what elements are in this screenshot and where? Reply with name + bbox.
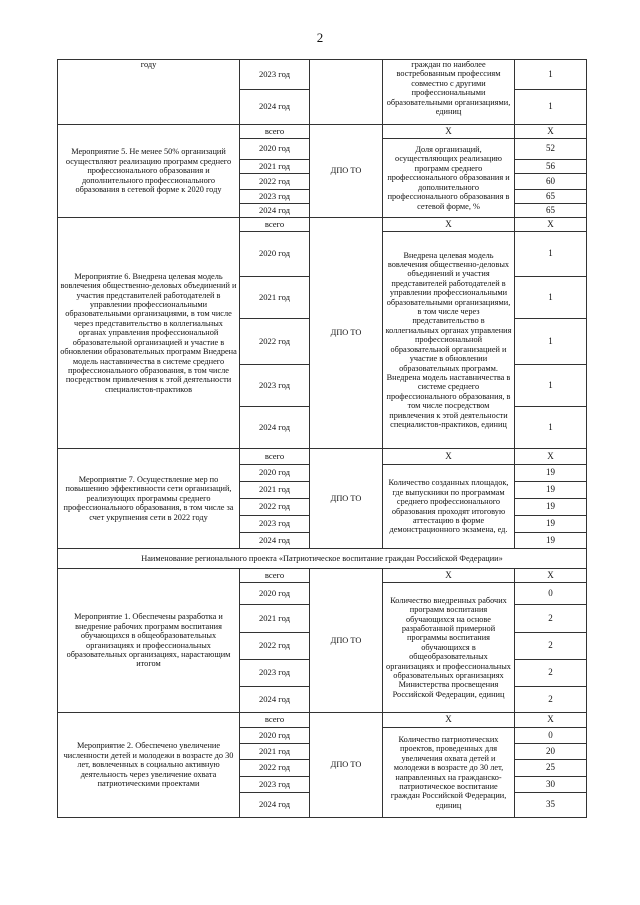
value-cell: 30	[515, 777, 587, 793]
indicator-header-cell: X	[383, 449, 515, 465]
value-cell: 65	[515, 190, 587, 204]
value-cell: 1	[515, 277, 587, 319]
value-cell: 1	[515, 90, 587, 125]
year-cell: всего	[240, 218, 310, 232]
year-cell: 2023 год	[240, 365, 310, 407]
year-cell: 2022 год	[240, 174, 310, 190]
activity-cell: Мероприятие 5. Не менее 50% организаций осуществляют реализацию программ среднего профессионального образования и дополнительного профессионального образования в сетевой форме к 2020 году	[58, 125, 240, 218]
year-cell: 2023 год	[240, 190, 310, 204]
executor-cell	[310, 60, 383, 125]
year-cell: 2024 год	[240, 793, 310, 818]
indicator-cell: Количество созданных площадок, где выпускники по программам среднего профессионального образования проходят итоговую аттестацию в форме демонстрационного экзамена, ед.	[383, 465, 515, 549]
year-cell: 2024 год	[240, 407, 310, 449]
year-cell: 2022 год	[240, 633, 310, 660]
year-cell: 2021 год	[240, 277, 310, 319]
year-cell: 2020 год	[240, 728, 310, 744]
table-row	[58, 125, 587, 139]
table-row	[58, 218, 587, 232]
activity-cell: году	[58, 60, 240, 125]
activity-cell: Мероприятие 7. Осуществление мер по повышению эффективности сети организаций, реализующих программы среднего профессионального образования, в том числе за счет укрупнения сети в 2022 году	[58, 449, 240, 549]
year-cell: 2024 год	[240, 533, 310, 549]
value-cell: 19	[515, 482, 587, 499]
indicator-header-cell: X	[383, 125, 515, 139]
value-cell: 25	[515, 760, 587, 777]
activities-table	[57, 59, 587, 818]
year-cell: 2021 год	[240, 482, 310, 499]
value-cell: 1	[515, 365, 587, 407]
value-cell: 1	[515, 232, 587, 277]
executor-cell: ДПО ТО	[310, 218, 383, 449]
page-number: 2	[316, 30, 324, 45]
year-cell: 2021 год	[240, 605, 310, 633]
indicator-header-cell: X	[383, 569, 515, 583]
activity-cell: Мероприятие 6. Внедрена целевая модель вовлечения общественно-деловых объединений и участия представителей работодателей в управлении профессиональными образовательными организациями, в том числе через представительство в коллегиальных органах управления профессиональной образовательной организацией и участие в обновлении образовательных программ Внедрена модель наставничества в системе среднего профессионального образования, в том числе посредством привлечения к этой деятельности специалистов-практиков	[58, 218, 240, 449]
value-cell: 52	[515, 139, 587, 160]
value-cell: X	[515, 218, 587, 232]
year-cell: 2022 год	[240, 760, 310, 777]
year-cell: всего	[240, 713, 310, 728]
executor-cell: ДПО ТО	[310, 125, 383, 218]
year-cell: 2022 год	[240, 319, 310, 365]
activity-cell: Мероприятие 2. Обеспечено увеличение численности детей и молодежи в возрасте до 30 лет, вовлеченных в социально активную деятельность через увеличение охвата патриотическими проектами	[58, 713, 240, 818]
year-cell: 2021 год	[240, 160, 310, 174]
value-cell: 19	[515, 533, 587, 549]
indicator-header-cell: X	[383, 713, 515, 728]
year-cell: всего	[240, 449, 310, 465]
value-cell: X	[515, 713, 587, 728]
value-cell: 0	[515, 583, 587, 605]
year-cell: 2020 год	[240, 465, 310, 482]
value-cell: X	[515, 449, 587, 465]
indicator-cell: Количество внедренных рабочих программ воспитания обучающихся на основе разработанной примерной программы воспитания обучающихся в общеобразовательных организациях и профессиональных образовательных организациях Министерства просвещения Российской Федерации, единиц	[383, 583, 515, 713]
value-cell: 0	[515, 728, 587, 744]
executor-cell: ДПО ТО	[310, 569, 383, 713]
value-cell: X	[515, 569, 587, 583]
indicator-cell: Доля организаций, осуществляющих реализацию программ среднего профессионального образования и дополнительного профессионального образования в сетевой форме, %	[383, 139, 515, 218]
year-cell: 2020 год	[240, 583, 310, 605]
executor-cell: ДПО ТО	[310, 449, 383, 549]
value-cell: 65	[515, 204, 587, 218]
activity-cell: Мероприятие 1. Обеспечены разработка и внедрение рабочих программ воспитания обучающихся в общеобразовательных организациях и профессиональных образовательных организациях, нарастающим итогом	[58, 569, 240, 713]
value-cell: 2	[515, 605, 587, 633]
section-title-row	[58, 549, 587, 569]
year-cell: 2023 год	[240, 60, 310, 90]
value-cell: 1	[515, 407, 587, 449]
executor-cell: ДПО ТО	[310, 713, 383, 818]
value-cell: 19	[515, 499, 587, 516]
value-cell: 19	[515, 465, 587, 482]
year-cell: 2024 год	[240, 204, 310, 218]
value-cell: 2	[515, 660, 587, 687]
value-cell: 1	[515, 60, 587, 90]
year-cell: 2024 год	[240, 90, 310, 125]
indicator-cell: Количество патриотических проектов, проведенных для увеличения охвата детей и молодежи в возрасте до 30 лет, направленных на гражданско-патриотическое воспитание граждан Российской Федерации, единиц	[383, 728, 515, 818]
year-cell: 2021 год	[240, 744, 310, 760]
table-row	[58, 60, 587, 90]
value-cell: 20	[515, 744, 587, 760]
year-cell: всего	[240, 125, 310, 139]
table-row	[58, 449, 587, 465]
value-cell: 56	[515, 160, 587, 174]
value-cell: 60	[515, 174, 587, 190]
year-cell: 2020 год	[240, 232, 310, 277]
indicator-header-cell: X	[383, 218, 515, 232]
year-cell: 2023 год	[240, 516, 310, 533]
year-cell: 2022 год	[240, 499, 310, 516]
year-cell: 2024 год	[240, 687, 310, 713]
indicator-cell: граждан по наиболее востребованным профессиям совместно с другими профессиональными образовательными организациями, единиц	[383, 60, 515, 125]
year-cell: 2023 год	[240, 777, 310, 793]
indicator-cell: Внедрена целевая модель вовлечения общественно-деловых объединений и участия представителей работодателей в управлении профессиональными образовательными организациями, в том числе через представительство в коллегиальных органах управления профессиональной образовательной организацией и участие в обновлении образовательных программ. Внедрена модель наставничества в системе среднего профессионального образования, в том числе посредством привлечения к этой деятельности специалистов-практиков, единиц	[383, 232, 515, 449]
year-cell: 2020 год	[240, 139, 310, 160]
year-cell: всего	[240, 569, 310, 583]
value-cell: 19	[515, 516, 587, 533]
section-title: Наименование регионального проекта «Патриотическое воспитание граждан Российской Федерации»	[58, 549, 587, 569]
table-row	[58, 713, 587, 728]
value-cell: 35	[515, 793, 587, 818]
year-cell: 2023 год	[240, 660, 310, 687]
table-row	[58, 569, 587, 583]
value-cell: 2	[515, 687, 587, 713]
value-cell: 2	[515, 633, 587, 660]
value-cell: 1	[515, 319, 587, 365]
value-cell: X	[515, 125, 587, 139]
